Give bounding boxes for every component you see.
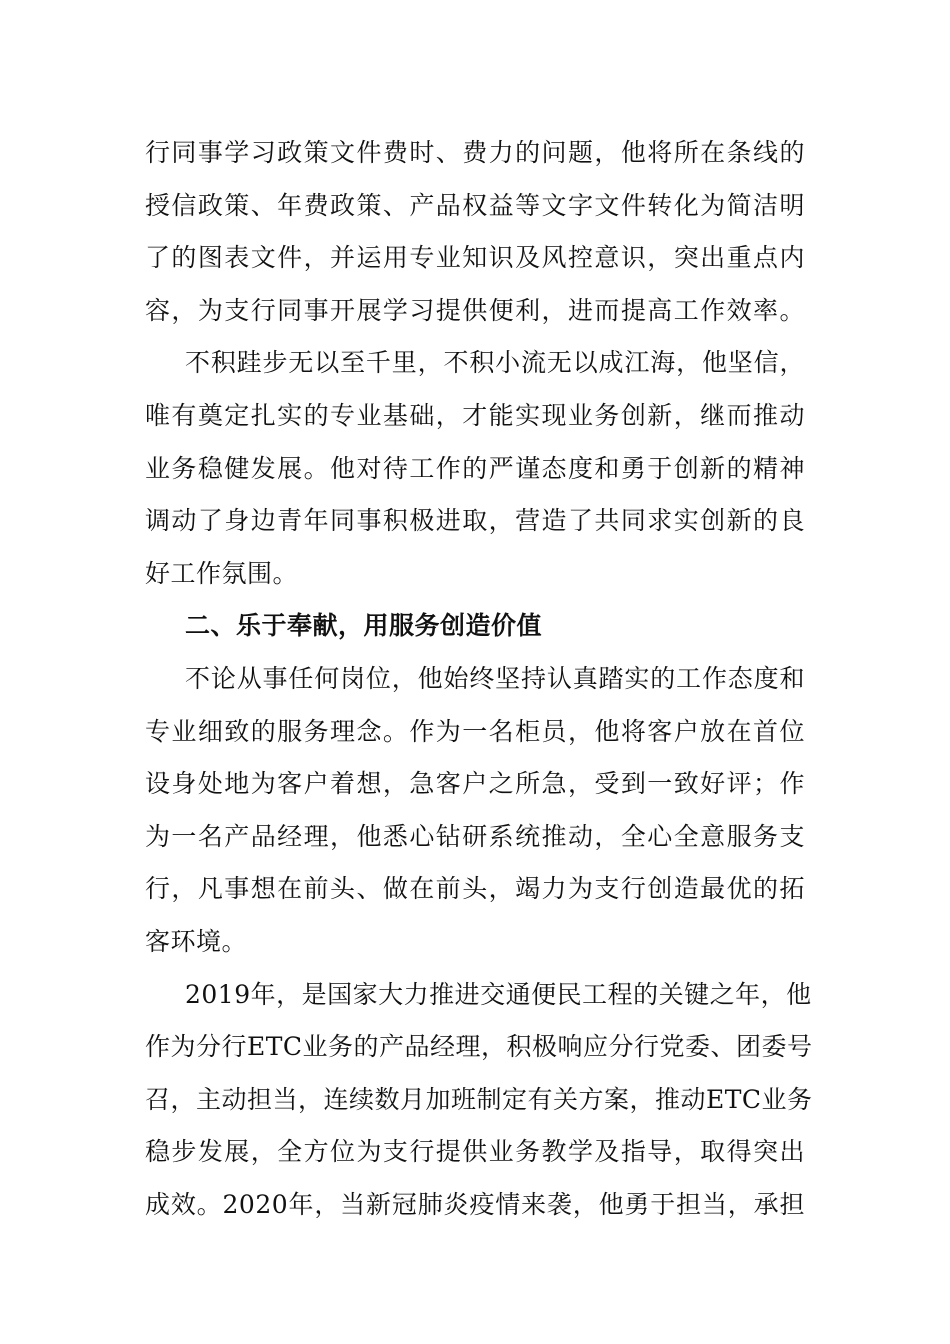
paragraph-line: 好工作氛围。 [145,558,299,588]
paragraph-line: 稳步发展，全方位为支行提供业务教学及指导，取得突出 [145,1137,805,1167]
paragraph-line: 为一名产品经理，他悉心钻研系统推动，全心全意服务支 [145,821,805,851]
paragraph-line: 容，为支行同事开展学习提供便利，进而提高工作效率。 [145,295,805,325]
paragraph-line: 客环境。 [145,926,248,956]
paragraph-line: 设身处地为客户着想，急客户之所急，受到一致好评；作 [145,769,805,799]
paragraph-line: 业务稳健发展。他对待工作的严谨态度和勇于创新的精神 [145,453,805,483]
paragraph-line: 唯有奠定扎实的专业基础，才能实现业务创新，继而推动 [145,400,805,430]
paragraph-line: 授信政策、年费政策、产品权益等文字文件转化为简洁明 [145,190,805,220]
paragraph-line: 2019年，是国家大力推进交通便民工程的关键之年，他 [185,979,812,1009]
paragraph-line: 调动了身边青年同事积极进取，营造了共同求实创新的良 [145,506,805,536]
document-body [145,127,813,1231]
paragraph-line: 成效。2020年，当新冠肺炎疫情来袭，他勇于担当，承担 [145,1189,805,1219]
paragraph-line: 不积跬步无以至千里，不积小流无以成江海，他坚信， [185,348,805,378]
paragraph-line: 了的图表文件，并运用专业知识及风控意识，突出重点内 [145,243,805,273]
paragraph-line: 行，凡事想在前头、做在前头，竭力为支行创造最优的拓 [145,874,805,904]
paragraph-line: 不论从事任何岗位，他始终坚持认真踏实的工作态度和 [185,663,805,693]
paragraph-line: 作为分行ETC业务的产品经理，积极响应分行党委、团委号 [145,1032,813,1062]
paragraph-line: 召，主动担当，连续数月加班制定有关方案，推动ETC业务 [145,1084,813,1114]
paragraph-line: 行同事学习政策文件费时、费力的问题，他将所在条线的 [145,138,805,167]
paragraph-line: 专业细致的服务理念。作为一名柜员，他将客户放在首位 [145,716,805,746]
section-heading: 二、乐于奉献，用服务创造价值 [185,611,543,641]
